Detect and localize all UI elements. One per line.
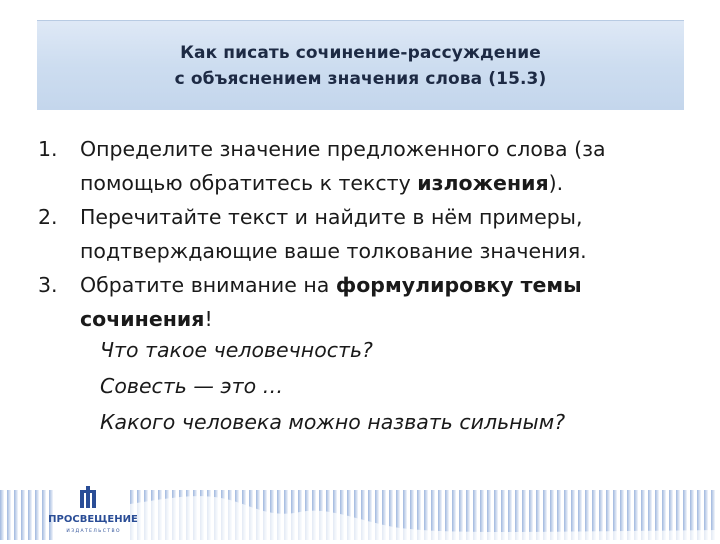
title-line-1: Как писать сочинение-рассуждение — [180, 43, 541, 63]
steps-list — [38, 132, 698, 336]
publisher-logo-text: ПРОСВЕЩЕНИЕ — [48, 514, 138, 525]
step-number-3: 3. — [38, 273, 58, 297]
step-item-2 — [38, 200, 698, 268]
example-2: Совесть — это … — [100, 374, 284, 398]
example-1: Что такое человечность? — [100, 338, 373, 362]
step-number-2: 2. — [38, 205, 58, 229]
footer-decoration — [0, 482, 720, 540]
step-text-1b: ). — [548, 171, 564, 195]
title-line-2: с объяснением значения слова (15.3) — [174, 69, 547, 89]
example-3: Какого человека можно назвать сильным? — [100, 410, 566, 434]
step-text-1a: Определите значение предложенного слова (за помощью обратитесь к тексту — [80, 137, 606, 195]
step-emphasis-1: изложения — [417, 171, 549, 195]
step-item-3 — [38, 268, 698, 336]
step-item-1 — [38, 132, 698, 200]
step-text-2: Перечитайте текст и найдите в нём примеры, подтверждающие ваше толкование значения. — [80, 205, 587, 263]
step-text-3a: Обратите внимание на — [80, 273, 336, 297]
step-emphasis-3: формулировку темы сочинения — [80, 273, 582, 331]
example-questions — [100, 332, 565, 440]
step-text-3b: ! — [204, 307, 213, 331]
title-banner — [37, 20, 684, 110]
publisher-logo-subtext: И З Д А Т Е Л Ь С Т В О — [66, 529, 120, 534]
footer-band — [0, 482, 720, 540]
step-number-1: 1. — [38, 137, 58, 161]
